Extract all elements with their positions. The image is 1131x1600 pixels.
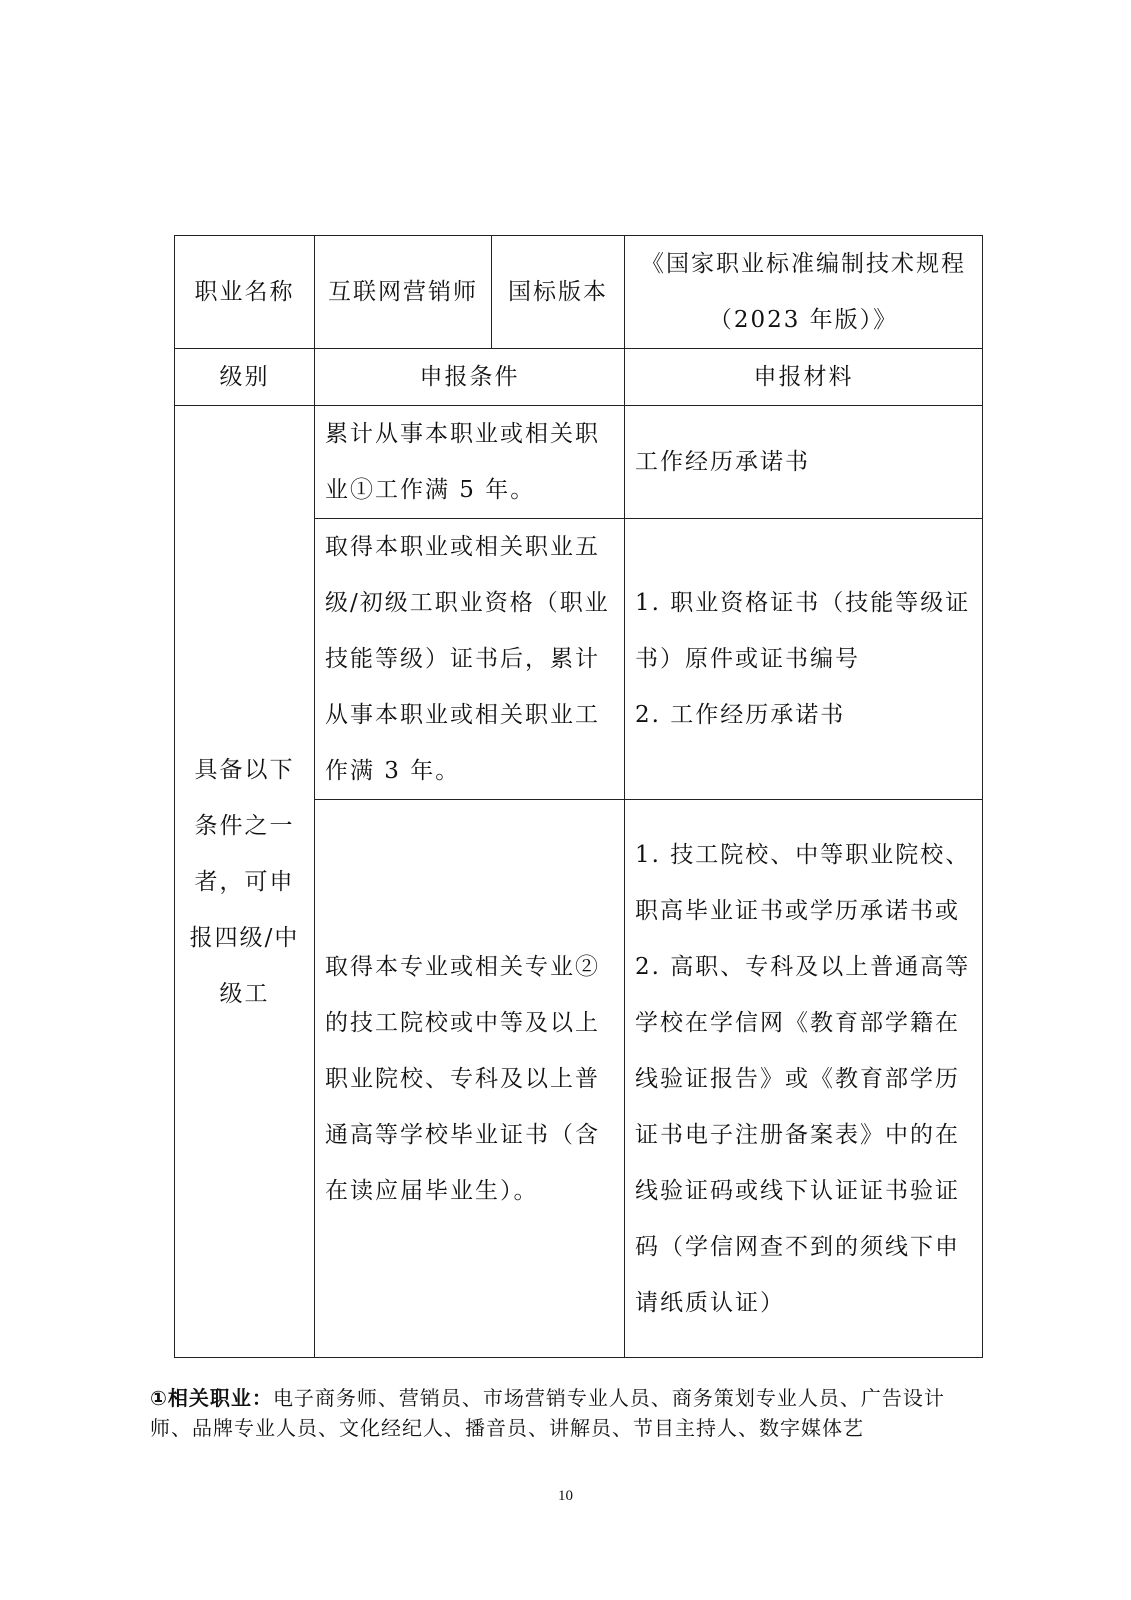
condition-cell: 取得本职业或相关职业五级/初级工职业资格（职业技能等级）证书后，累计从事本职业或相关职业工作满 3 年。 bbox=[315, 519, 625, 800]
footnote-text: 电子商务师、营销员、市场营销专业人员、商务策划专业人员、广告设计师、品牌专业人员、文化经纪人、播音员、讲解员、节目主持人、数字媒体艺 bbox=[150, 1386, 945, 1440]
table-header-row bbox=[175, 236, 983, 349]
materials-item: 2. 工作经历承诺书 bbox=[635, 702, 846, 728]
footnote-label: ①相关职业： bbox=[150, 1386, 273, 1410]
column-header-conditions: 申报条件 bbox=[315, 349, 625, 406]
materials-item: 1. 技工院校、中等职业院校、职高毕业证书或学历承诺书或 2. 高职、专科及以上普通高等学校在学信网《教育部学籍在线验证报告》或《教育部学历证书电子注册备案表》中的在线验证码或线下认证证书验证码（学信网查不到的须线下申请纸质认证） bbox=[635, 841, 971, 1316]
table-row bbox=[175, 406, 983, 519]
standard-value-cell: 《国家职业标准编制技术规程（2023 年版）》 bbox=[625, 236, 983, 349]
condition-cell: 累计从事本职业或相关职业①工作满 5 年。 bbox=[315, 406, 625, 519]
materials-cell bbox=[625, 519, 983, 800]
column-header-level: 级别 bbox=[175, 349, 315, 406]
column-header-row bbox=[175, 349, 983, 406]
footnote bbox=[150, 1383, 980, 1443]
materials-item: 工作经历承诺书 bbox=[635, 449, 810, 475]
level-cell: 具备以下条件之一者，可申报四级/中级工 bbox=[175, 406, 315, 1358]
materials-item: 1. 职业资格证书（技能等级证书）原件或证书编号 bbox=[635, 590, 971, 672]
standard-label-cell: 国标版本 bbox=[492, 236, 625, 349]
condition-cell: 取得本专业或相关专业②的技工院校或中等及以上职业院校、专科及以上普通高等学校毕业证书（含在读应届毕业生）。 bbox=[315, 800, 625, 1358]
page-number: 10 bbox=[558, 1488, 573, 1504]
occupation-value-cell: 互联网营销师 bbox=[315, 236, 492, 349]
occupation-label-cell: 职业名称 bbox=[175, 236, 315, 349]
application-requirements-table bbox=[174, 235, 983, 1358]
materials-cell bbox=[625, 800, 983, 1358]
materials-cell bbox=[625, 406, 983, 519]
column-header-materials: 申报材料 bbox=[625, 349, 983, 406]
